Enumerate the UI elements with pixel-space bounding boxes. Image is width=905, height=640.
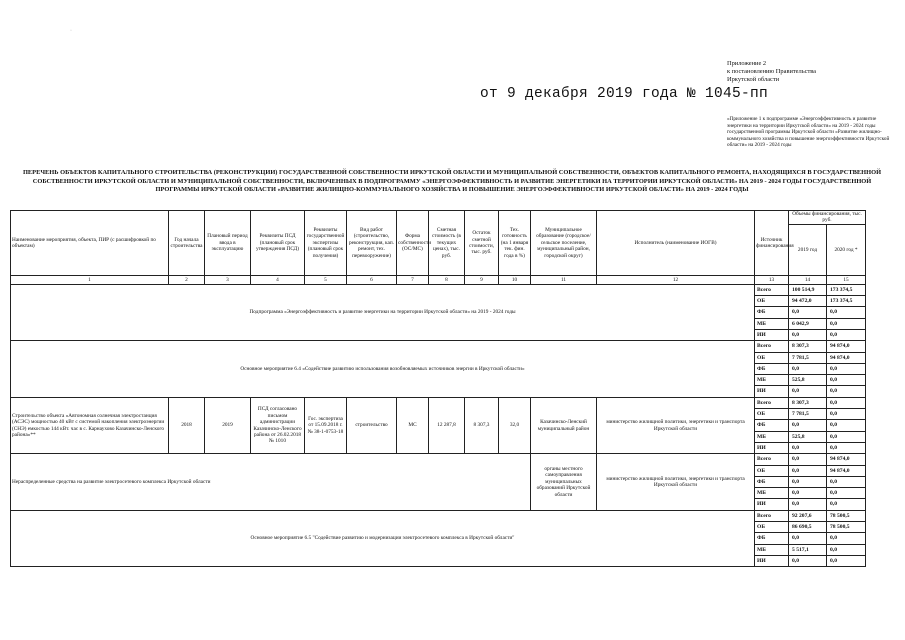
amount-2019-cell: 8 307,3 xyxy=(789,397,827,408)
column-number-cell: 6 xyxy=(347,275,397,284)
municipality-cell: органы местного самоуправления муниципальных образований Иркутской области xyxy=(531,454,597,510)
amount-2020-cell: 0,0 xyxy=(827,307,866,318)
funding-source-cell: ФБ xyxy=(755,533,789,544)
plan-year-cell: 2019 xyxy=(205,397,251,453)
readiness-cell: 32,0 xyxy=(499,397,531,453)
header-cell: Наименование мероприятия, объекта, ПИР (с расшифровкой по объектам) xyxy=(11,211,169,276)
header-cell: Реквизиты ПСД (плановый срок утверждения ПСД) xyxy=(251,211,305,276)
executor-cell: министерство жилищной политики, энергетики и транспорта Иркутской области xyxy=(597,454,755,510)
header-cell: Реквизиты государственной экспертизы (плановый срок получения) xyxy=(305,211,347,276)
column-number-cell: 14 xyxy=(789,275,827,284)
funding-source-cell: ИИ xyxy=(755,330,789,341)
amount-2020-cell: 0,0 xyxy=(827,533,866,544)
amount-2019-cell: 6 042,9 xyxy=(789,318,827,329)
section-name-cell: Подпрограмма «Энергоэффективность и развитие энергетики на территории Иркутской области» на 2019 - 2024 годы xyxy=(11,284,755,340)
column-number-cell: 13 xyxy=(755,275,789,284)
amount-2019-cell: 0,0 xyxy=(789,330,827,341)
funding-source-cell: ФБ xyxy=(755,420,789,431)
amount-2019-cell: 0,0 xyxy=(789,476,827,487)
year-header: 2019 год xyxy=(789,224,827,275)
amount-2020-cell: 94 874,0 xyxy=(827,352,866,363)
funding-source-cell: ФБ xyxy=(755,307,789,318)
header-cell: Форма собственности (ОС/МС) xyxy=(397,211,429,276)
municipality-cell: Казачинско-Ленский муниципальный район xyxy=(531,397,597,453)
funding-source-cell: Всего xyxy=(755,341,789,352)
object-name-cell: Строительство объекта «Автономная солнечная электростанция (АСЭС) мощностью 40 кВт с системой накопления электроэнергии (СНЭ) емкостью 144 кВт. час в с. Карнаухово Казачинско-Ленского района»** xyxy=(11,397,169,453)
funding-source-cell: МБ xyxy=(755,318,789,329)
amount-2019-cell: 8 307,3 xyxy=(789,341,827,352)
appendix-note xyxy=(727,60,897,84)
funding-source-cell: ФБ xyxy=(755,476,789,487)
amount-2019-cell: 92 207,6 xyxy=(789,510,827,521)
amount-2019-cell: 0,0 xyxy=(789,363,827,374)
amount-2020-cell: 0,0 xyxy=(827,330,866,341)
column-number-cell: 1 xyxy=(11,275,169,284)
column-number-cell: 8 xyxy=(429,275,465,284)
column-number-cell: 9 xyxy=(465,275,499,284)
cost-cell: 12 287,8 xyxy=(429,397,465,453)
funding-source-cell: ОБ xyxy=(755,409,789,420)
amount-2020-cell: 0,0 xyxy=(827,409,866,420)
scan-speck: · xyxy=(70,28,72,34)
amount-2020-cell: 173 374,5 xyxy=(827,296,866,307)
amount-2020-cell: 0,0 xyxy=(827,488,866,499)
amount-2020-cell: 0,0 xyxy=(827,499,866,510)
funding-source-cell: Всего xyxy=(755,397,789,408)
appendix1-note: «Приложение 1 к подпрограмме «Энергоэффективность и развитие энергетики на территории Иркутской области» на 2019 - 2024 годы государственной программы Иркутской области «Развитие жилищно-коммунального хозяйства и повышение энергоэффективности Иркутской области» на 2019 - 2024 годы xyxy=(727,116,890,149)
amount-2020-cell: 0,0 xyxy=(827,420,866,431)
amount-2020-cell: 0,0 xyxy=(827,363,866,374)
amount-2019-cell: 0,0 xyxy=(789,420,827,431)
amount-2020-cell: 94 874,0 xyxy=(827,465,866,476)
funding-source-cell: Всего xyxy=(755,510,789,521)
column-number-cell: 15 xyxy=(827,275,866,284)
header-cell: Муниципальное образование (городское/сельское поселение, муниципальный район, городской округ) xyxy=(531,211,597,276)
amount-2019-cell: 0,0 xyxy=(789,465,827,476)
funding-source-cell: ФБ xyxy=(755,363,789,374)
funding-source-cell: ОБ xyxy=(755,296,789,307)
amount-2019-cell: 0,0 xyxy=(789,454,827,465)
column-number-cell: 4 xyxy=(251,275,305,284)
funding-source-cell: ОБ xyxy=(755,465,789,476)
funding-source-cell: ОБ xyxy=(755,522,789,533)
funding-source-cell: Всего xyxy=(755,454,789,465)
funding-source-cell: МБ xyxy=(755,544,789,555)
header-cell: Год начала строительства xyxy=(169,211,205,276)
appendix-line: к постановлению Правительства xyxy=(727,68,817,75)
expertise-cell: Гос. экспертиза от 15.09.2018 г. № 38-1-0753-18 xyxy=(305,397,347,453)
header-cell: Остаток сметной стоимости, тыс. руб. xyxy=(465,211,499,276)
ownership-cell: МС xyxy=(397,397,429,453)
funding-source-cell: ИИ xyxy=(755,386,789,397)
appendix-line: Приложение 2 xyxy=(727,60,767,67)
funding-source-cell: ИИ xyxy=(755,555,789,566)
start-year-cell: 2018 xyxy=(169,397,205,453)
table-row xyxy=(11,284,866,295)
header-cell: Вид работ (строительство, реконструкция, кап. ремонт, тех. перевооружение) xyxy=(347,211,397,276)
amount-2020-cell: 0,0 xyxy=(827,555,866,566)
objects-table xyxy=(10,210,866,567)
year-header: 2020 год * xyxy=(827,224,866,275)
remaining-cost-cell: 8 307,3 xyxy=(465,397,499,453)
section-name-cell: Основное мероприятие 6.4 «Содействие развитию использования возобновляемых источников энергии в Иркутской области» xyxy=(11,341,755,397)
amount-2019-cell: 0,0 xyxy=(789,533,827,544)
amount-2019-cell: 5 517,1 xyxy=(789,544,827,555)
amount-2019-cell: 525,8 xyxy=(789,375,827,386)
object-name-cell: Нераспределенные средства на развитие электросетевого комплекса Иркутской области xyxy=(11,454,531,510)
funding-source-cell: МБ xyxy=(755,375,789,386)
column-number-cell: 3 xyxy=(205,275,251,284)
amount-2020-cell: 0,0 xyxy=(827,397,866,408)
funding-source-cell: ИИ xyxy=(755,442,789,453)
amount-2020-cell: 0,0 xyxy=(827,386,866,397)
amount-2020-cell: 94 874,0 xyxy=(827,341,866,352)
amount-2019-cell: 0,0 xyxy=(789,442,827,453)
document-title: ПЕРЕЧЕНЬ ОБЪЕКТОВ КАПИТАЛЬНОГО СТРОИТЕЛЬСТВА (РЕКОНСТРУКЦИИ) ГОСУДАРСТВЕННОЙ СОБСТВЕННОСТИ ИРКУТСКОЙ ОБЛАСТИ И МУНИЦИПАЛЬНОЙ СОБСТВЕННОСТИ, ОБЪЕКТОВ КАПИТАЛЬНОГО РЕМОНТА, НАХОДЯЩИХСЯ В ГОСУДАРСТВЕННОЙ СОБСТВЕННОСТИ ИРКУТСКОЙ ОБЛАСТИ И МУНИЦИПАЛЬНОЙ СОБСТВЕННОСТИ, ВКЛЮЧЕННЫХ В ПОДПРОГРАММУ «ЭНЕРГОЭФФЕКТИВНОСТЬ И РАЗВИТИЕ ЭНЕРГЕТИКИ НА ТЕРРИТОРИИ ИРКУТСКОЙ ОБЛАСТИ» НА 2019 - 2024 ГОДЫ ГОСУДАРСТВЕННОЙ ПРОГРАММЫ ИРКУТСКОЙ ОБЛАСТИ «РАЗВИТИЕ ЖИЛИЩНО-КОММУНАЛЬНОГО ХОЗЯЙСТВА И ПОВЫШЕНИЕ ЭНЕРГОЭФФЕКТИВНОСТИ ИРКУТСКОЙ ОБЛАСТИ» НА 2019 - 2024 ГОДЫ xyxy=(22,169,882,194)
column-number-cell: 10 xyxy=(499,275,531,284)
header-cell: Источник финансирования xyxy=(755,211,789,276)
funding-source-cell: МБ xyxy=(755,488,789,499)
amount-2019-cell: 7 781,5 xyxy=(789,352,827,363)
header-cell: Объемы финансирования, тыс. руб. xyxy=(789,211,866,225)
column-number-cell: 7 xyxy=(397,275,429,284)
amount-2019-cell: 525,8 xyxy=(789,431,827,442)
amount-2020-cell: 0,0 xyxy=(827,476,866,487)
amount-2020-cell: 78 500,5 xyxy=(827,522,866,533)
funding-source-cell: МБ xyxy=(755,431,789,442)
amount-2019-cell: 0,0 xyxy=(789,307,827,318)
funding-source-cell: Всего xyxy=(755,284,789,295)
amount-2019-cell: 86 690,5 xyxy=(789,522,827,533)
amount-2020-cell: 0,0 xyxy=(827,431,866,442)
amount-2020-cell: 0,0 xyxy=(827,318,866,329)
amount-2020-cell: 94 874,0 xyxy=(827,454,866,465)
amount-2019-cell: 7 781,5 xyxy=(789,409,827,420)
amount-2019-cell: 0,0 xyxy=(789,555,827,566)
table-body xyxy=(11,275,866,566)
column-number-cell: 12 xyxy=(597,275,755,284)
psd-cell: ПСД согласовано письмом администрации Казачинско-Ленского района от 26.02.2018 № 1010 xyxy=(251,397,305,453)
header-cell: Сметная стоимость (в текущих ценах), тыс. руб. xyxy=(429,211,465,276)
amount-2020-cell: 173 374,5 xyxy=(827,284,866,295)
section-name-cell: Основное мероприятие 6.5 "Содействие развитию и модернизации электросетевого комплекса в Иркутской области" xyxy=(11,510,755,566)
work-type-cell: строительство xyxy=(347,397,397,453)
amount-2020-cell: 0,0 xyxy=(827,375,866,386)
table-row xyxy=(11,397,866,408)
funding-source-cell: ИИ xyxy=(755,499,789,510)
executor-cell: министерство жилищной политики, энергетики и транспорта Иркутской области xyxy=(597,397,755,453)
table-row xyxy=(11,341,866,352)
column-numbers-row xyxy=(11,275,866,284)
table-row xyxy=(11,510,866,521)
amount-2020-cell: 78 500,5 xyxy=(827,510,866,521)
amount-2019-cell: 0,0 xyxy=(789,488,827,499)
amount-2020-cell: 0,0 xyxy=(827,442,866,453)
amount-2020-cell: 0,0 xyxy=(827,544,866,555)
table-row xyxy=(11,454,866,465)
column-number-cell: 11 xyxy=(531,275,597,284)
amount-2019-cell: 94 472,0 xyxy=(789,296,827,307)
header-cell: Тех. готовность (на 1 января тек. фин. года в %) xyxy=(499,211,531,276)
amount-2019-cell: 0,0 xyxy=(789,499,827,510)
header-cell: Плановый период ввода в эксплуатацию xyxy=(205,211,251,276)
amount-2019-cell: 100 514,9 xyxy=(789,284,827,295)
column-number-cell: 2 xyxy=(169,275,205,284)
header-cell: Исполнитель (наименование ИОГВ) xyxy=(597,211,755,276)
funding-source-cell: ОБ xyxy=(755,352,789,363)
column-number-cell: 5 xyxy=(305,275,347,284)
decree-stamp: от 9 декабря 2019 года № 1045-пп xyxy=(480,86,769,102)
amount-2019-cell: 0,0 xyxy=(789,386,827,397)
appendix-line: Иркутской области xyxy=(727,76,780,83)
